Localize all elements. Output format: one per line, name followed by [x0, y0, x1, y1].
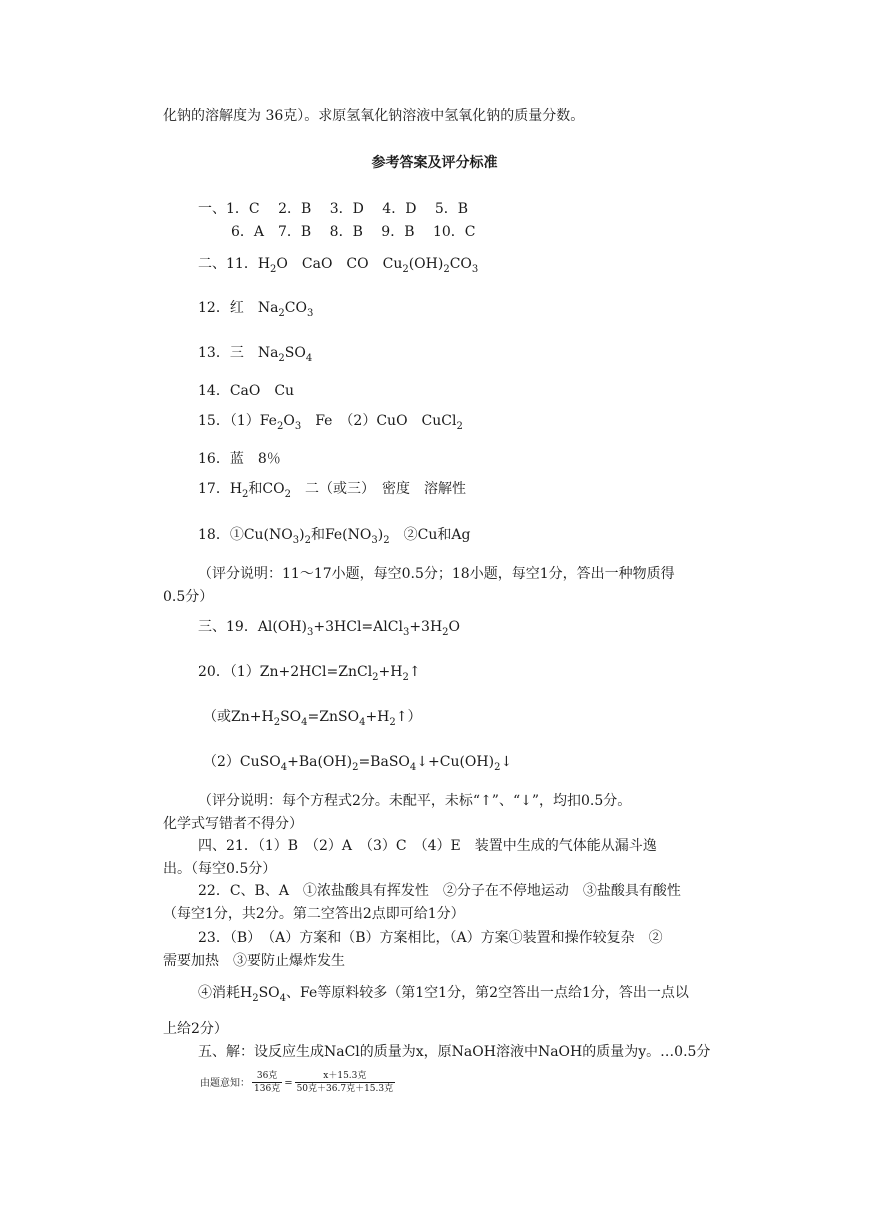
q19: 三、19．$Al(OH)_3+3HCl=AlCl_3+3H_2O$ — [198, 619, 461, 638]
q22-line2: （每空1分，共2分。第二空答出2点即可给1分） — [163, 906, 465, 922]
sec1-row1: 一、1．C 2．B 3．D 4．D 5．B — [198, 201, 469, 217]
formula-label: 由题意知： — [200, 1078, 250, 1089]
page-title: 参考答案及评分标准 — [371, 155, 498, 171]
q16: 16．蓝 8％ — [198, 451, 281, 467]
q20-alt: （或$Zn+H_2SO_4=ZnSO_4+H_2↑$） — [203, 709, 422, 728]
q21-line2: 出。（每空0.5分） — [163, 861, 277, 877]
scoring-note-2-line1: （评分说明：每个方程式2分。未配平，未标“↑”、“↓”，均扣0.5分。 — [198, 793, 632, 809]
scoring-note-2-line2: 化学式写错者不得分） — [163, 816, 303, 832]
scoring-note-1-line1: （评分说明：11～17小题，每空0.5分；18小题，每空1分，答出一种物质得 — [198, 566, 675, 582]
q23-line3: ④消耗$H_2SO_4$、Fe等原料较多（第1空1分，第2空答出一点给1分，答出一点以 — [198, 985, 689, 1004]
sec1-row2: 6．A 7．B 8．B 9．B 10．C — [231, 224, 476, 240]
q17: 17．$H_2$和$CO_2$ 二（或三） 密度 溶解性 — [198, 481, 466, 500]
q20-part1: 20．$(1)Zn+2HCl=ZnCl_2+H_2↑$ — [198, 664, 421, 683]
q15: 15．$(1)Fe_2O_3$ Fe （2）CuO CuCl$_2$ — [198, 413, 463, 432]
q21-line1: 四、21．（1）B （2）A （3）C （4）E 装置中生成的气体能从漏斗逸 — [198, 838, 657, 854]
scoring-note-1-line2: 0.5分） — [163, 589, 214, 605]
formula: 由题意知： $\frac{\text{36克}}{\text{136克}}$ = $\frac{\text{x＋15.3克}}{\text{50克＋36.7克＋15.3克}}$ — [200, 1070, 394, 1094]
q23-line1: 23．（B） （A）方案和（B）方案相比，（A）方案①装置和操作较复杂 ② — [198, 930, 663, 946]
q23-line4: 上给2分） — [163, 1021, 228, 1037]
q11: 二、11．$H_2O$ CaO CO $Cu_2(OH)_2CO_3$ — [198, 256, 479, 275]
fraction-left: $\frac{\text{36克}}{\text{136克}}$ — [254, 1070, 281, 1094]
q14: 14．CaO Cu — [198, 383, 295, 399]
intro-line: 化钠的溶解度为 36克）。求原氢氧化钠溶液中氢氧化钠的质量分数。 — [163, 108, 585, 124]
q20-part2: $(2)CuSO_4+Ba(OH)_2=BaSO_4↓+Cu(OH)_2↓$ — [203, 754, 513, 773]
q23-line2: 需要加热 ③要防止爆炸发生 — [163, 953, 345, 969]
q18: 18．$①Cu(NO_3)_2$和$Fe(NO_3)_2$ ②Cu和Ag — [198, 527, 471, 546]
solution-line: 五、解：设反应生成NaCl的质量为x，原NaOH溶液中NaOH的质量为y。…0.5分 — [198, 1044, 711, 1060]
q13: 13．三 $Na_2SO_4$ — [198, 345, 313, 364]
q22-line1: 22．C、B、A ①浓盐酸具有挥发性 ②分子在不停地运动 ③盐酸具有酸性 — [198, 883, 681, 899]
q12: 12．红 $Na_2CO_3$ — [198, 300, 314, 319]
fraction-right: $\frac{\text{x＋15.3克}}{\text{50克＋36.7克＋15.3克}}$ — [296, 1070, 394, 1094]
